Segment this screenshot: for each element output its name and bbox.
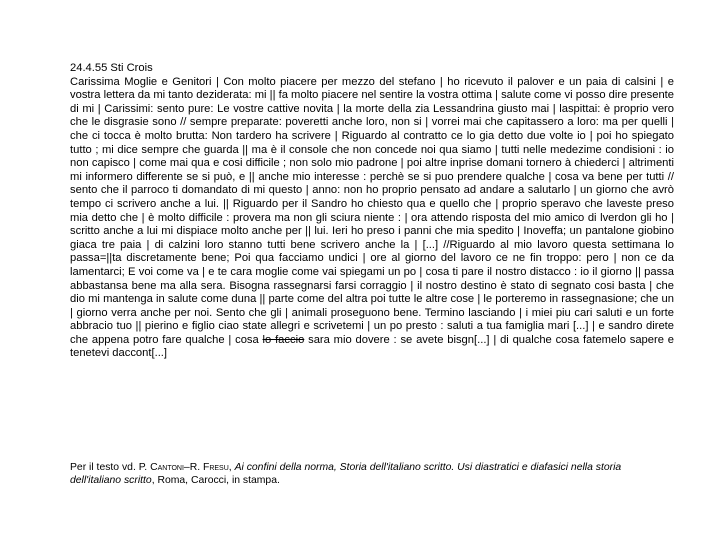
footnote-author-1: Cantoni <box>150 462 184 473</box>
footnote-publisher: , Roma, Carocci, in stampa. <box>151 474 280 486</box>
source-footnote <box>70 462 674 488</box>
letter-transcription <box>70 62 674 361</box>
footnote-prefix: Per il testo vd. P. <box>70 462 151 473</box>
footnote-comma: , <box>228 462 235 473</box>
letter-body <box>70 76 674 361</box>
footnote-author-2: Fresu <box>202 462 229 473</box>
footnote-book-title: Ai confini della norma, Storia dell'italiano scritto. Usi diastratici e diafasici nella storia dell'italiano scritto <box>70 462 622 486</box>
struck-text: lo faccio <box>262 333 305 346</box>
footnote-dash: –R. <box>183 462 203 473</box>
letter-body-text: Carissima Moglie e Genitori | Con molto piacere per mezzo del stefano | ho ricevuto il palover e un paia di calsini | e vostra lettera da mi tanto deziderata: mi || fa molto piacere nel sentire la vostra ottima | salute come vi posso dire presente di mi | Carissimi: sento pure: Le vostre cattive novita | la morte della zia Lessandrina giusto mai | laspittai: è proprio vero che le disgrasie sono // sempre preparate: poveretti anche loro, non si | vorrei mai che capitassero a loro: ma per quelli | che ci tocca è molto brutta: Non tardero ha scrivere | Riguardo al contratto ce lo gia detto due volte io | poi ho spiegato tutto ; mi dice sempre che guarda || ma è il console che non concede noi qua siamo | tutti nelle medezime condisioni : io non capisco | come mai qua e cosi difficile ; non solo mio padrone | poi altre inprise domani tornero à chiederci | altrimenti mi informero differente se si può, e || anche mio interesse : perchè se si puo prendere qualche | cosa va bene per tutti // sento che il parroco ti domandato di mi questo | anno: non ho proprio pensato ad andare a salutarlo | un giorno che avrò tempo ci scrivero anche a lui. || Riguardo per il Sandro ho chiesto qua e quello che | proprio speravo che laveste preso mia detto che | è molto difficile : provera ma non gli sciura niente : | ora attendo risposta del mio amico di lverdon gli ho | scritto anche a lui mi dispiace molto anche per || lui. Ieri ho preso i panni che mia spedito | Inoveffa; un pantalone giobino giaca tre paia | di calzini loro stanno tutti bene scrivero anche la | [...] //Riguardo al mio lavoro questa settimana lo passa=||ta discretamente bene; Poi qua facciamo undici | ore al giorno del lavoro ce ne fin troppo: pero | non ce da lamentarci; E voi come va | e te cara moglie come vai spiegami un po | cosa ti pare il nostro distacco : io il giorno || passa abbastansa bene ma alla sera. Bisogna rassegnarsi farsi corraggio | il nostro destino è stato di segnato cosi basta | che dio mi mantenga in salute come duna || parte come del altra poi tutte le altre cose | le porteremo in rassegnasione; che un | giorno verra anche per noi. Sento che gli | animali proseguono bene. Termino lasciando | i miei piu cari saluti e un forte abbracio tuo || pierino e figlio ciao state allegri e scrivetemi | un po presto : saluti a tua famiglia mari [...] | e sandro direte che appena potro fare qualche | cosa <box>70 75 674 346</box>
letter-body-text-end: sara mio dovere : se avete bisgn[...] | di qualche cosa fatemelo sapere e tenetevi daccont[...] <box>70 333 674 360</box>
letter-heading: 24.4.55 Sti Crois <box>70 62 153 74</box>
